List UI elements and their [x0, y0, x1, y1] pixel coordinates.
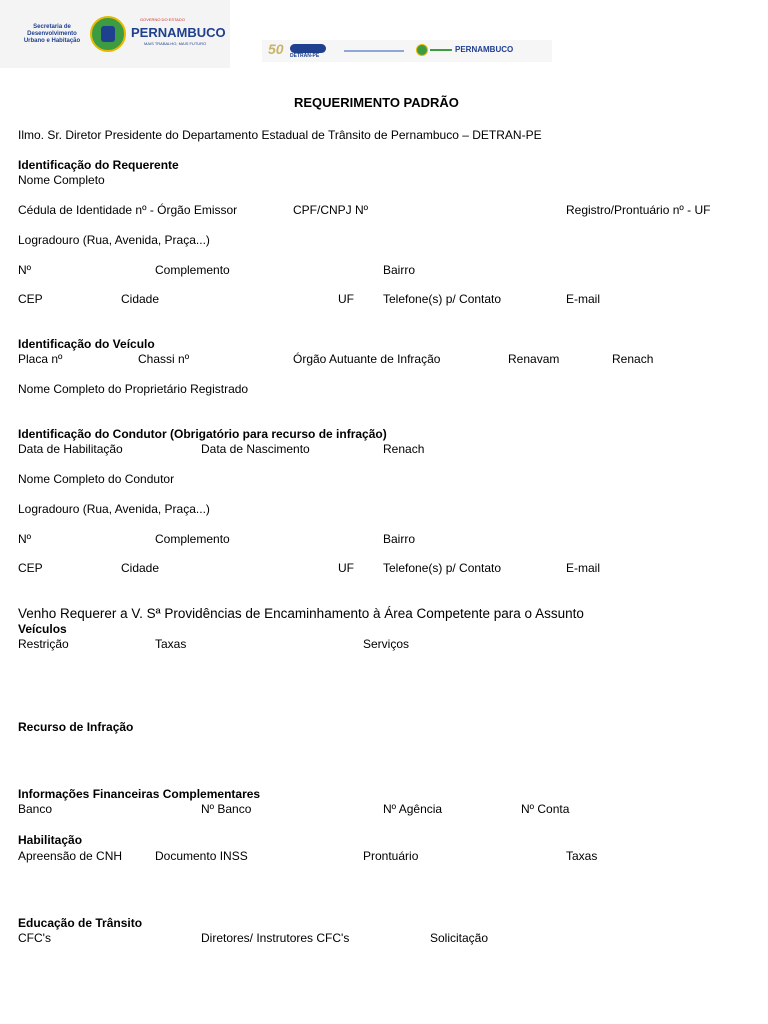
detran-logo-strip: [262, 40, 552, 62]
condutor-telefone-label: Telefone(s) p/ Contato: [383, 561, 502, 575]
educacao-solicitacao-label: Solicitação: [430, 931, 489, 945]
condutor-nome-label: Nome Completo do Condutor: [18, 472, 175, 486]
divider-bar: [344, 50, 404, 52]
habilitacao-inss-label: Documento INSS: [155, 849, 248, 863]
detran-badge-icon: [290, 44, 326, 53]
requerente-cep-label: CEP: [18, 292, 43, 306]
educacao-diretores-label: Diretores/ Instrutores CFC's: [201, 931, 350, 945]
veiculo-placa-label: Placa nº: [18, 352, 63, 366]
financeiras-banco-label: Banco: [18, 802, 53, 816]
financeiras-nagencia-label: Nº Agência: [383, 802, 443, 816]
pernambuco-seal-icon: [90, 16, 126, 52]
requerente-cpf-label: CPF/CNPJ Nº: [293, 203, 369, 217]
requerente-telefone-label: Telefone(s) p/ Contato: [383, 292, 502, 306]
requerente-cedula-label: Cédula de Identidade nº - Órgão Emissor: [18, 203, 238, 217]
requerente-registro-label: Registro/Prontuário nº - UF: [566, 203, 711, 217]
veiculo-renavam-label: Renavam: [508, 352, 560, 366]
requerente-numero-label: Nº: [18, 263, 32, 277]
financeiras-nbanco-label: Nº Banco: [201, 802, 252, 816]
condutor-renach-label: Renach: [383, 442, 425, 456]
veiculo-renach-label: Renach: [612, 352, 654, 366]
secretaria-text-2: Desenvolvimento: [27, 31, 77, 37]
gov-tagline-text: MAIS TRABALHO, MAIS FUTURO: [144, 41, 207, 46]
habilitacao-prontuario-label: Prontuário: [363, 849, 419, 863]
condutor-numero-label: Nº: [18, 532, 32, 546]
detran-label: DETRAN-PE: [290, 53, 320, 59]
habilitacao-taxas-label: Taxas: [566, 849, 598, 863]
condutor-heading: Identificação do Condutor (Obrigatório para recurso de infração): [18, 427, 387, 441]
small-seal-icon: [416, 44, 428, 56]
requer-statement: Venho Requerer a V. Sª Providências de Encaminhamento à Área Competente para o Assunto: [18, 606, 584, 621]
condutor-cep-label: CEP: [18, 561, 43, 575]
veiculo-heading: Identificação do Veículo: [18, 337, 155, 351]
habilitacao-apreensao-label: Apreensão de CNH: [18, 849, 123, 863]
recurso-heading: Recurso de Infração: [18, 720, 134, 734]
requerente-heading: Identificação do Requerente: [18, 158, 179, 172]
requerente-bairro-label: Bairro: [383, 263, 416, 277]
accent-bar: [430, 49, 452, 51]
secretaria-text-3: Urbano e Habitação: [23, 38, 81, 44]
veiculos-servicos-label: Serviços: [363, 637, 410, 651]
veiculo-chassi-label: Chassi nº: [138, 352, 190, 366]
requerente-email-label: E-mail: [566, 292, 601, 306]
header-logo-area: [0, 0, 230, 68]
condutor-complemento-label: Complemento: [155, 532, 230, 546]
condutor-nascimento-label: Data de Nascimento: [201, 442, 310, 456]
veiculos-taxas-label: Taxas: [155, 637, 187, 651]
condutor-logradouro-label: Logradouro (Rua, Avenida, Praça...): [18, 502, 210, 516]
condutor-bairro-label: Bairro: [383, 532, 416, 546]
educacao-heading: Educação de Trânsito: [18, 916, 143, 930]
requerente-logradouro-label: Logradouro (Rua, Avenida, Praça...): [18, 233, 210, 247]
detran-50-text: 50: [268, 41, 284, 57]
financeiras-heading: Informações Financeiras Complementares: [18, 787, 261, 801]
habilitacao-heading: Habilitação: [18, 833, 83, 847]
educacao-cfcs-label: CFC's: [18, 931, 51, 945]
secretaria-text-1: Secretaria de: [33, 24, 71, 30]
addressee-line: Ilmo. Sr. Diretor Presidente do Departamento Estadual de Trânsito de Pernambuco – DETRAN-PE: [18, 128, 542, 142]
veiculo-orgao-label: Órgão Autuante de Infração: [293, 352, 441, 366]
condutor-uf-label: UF: [338, 561, 354, 575]
requerente-uf-label: UF: [338, 292, 354, 306]
requerente-complemento-label: Complemento: [155, 263, 230, 277]
condutor-cidade-label: Cidade: [121, 561, 160, 575]
condutor-habilitacao-label: Data de Habilitação: [18, 442, 123, 456]
requerente-cidade-label: Cidade: [121, 292, 160, 306]
requerente-nome-label: Nome Completo: [18, 173, 105, 187]
veiculo-proprietario-label: Nome Completo do Proprietário Registrado: [18, 382, 249, 396]
veiculos-heading: Veículos: [18, 622, 67, 636]
secretaria-logo: [20, 24, 84, 45]
veiculos-restricao-label: Restrição: [18, 637, 69, 651]
pernambuco-logo-text: PERNAMBUCO: [131, 25, 226, 40]
gov-small-text: GOVERNO DO ESTADO: [140, 17, 185, 22]
financeiras-nconta-label: Nº Conta: [521, 802, 570, 816]
pernambuco-small-text: PERNAMBUCO: [455, 45, 514, 54]
page-title: REQUERIMENTO PADRÃO: [294, 95, 459, 110]
condutor-email-label: E-mail: [566, 561, 601, 575]
